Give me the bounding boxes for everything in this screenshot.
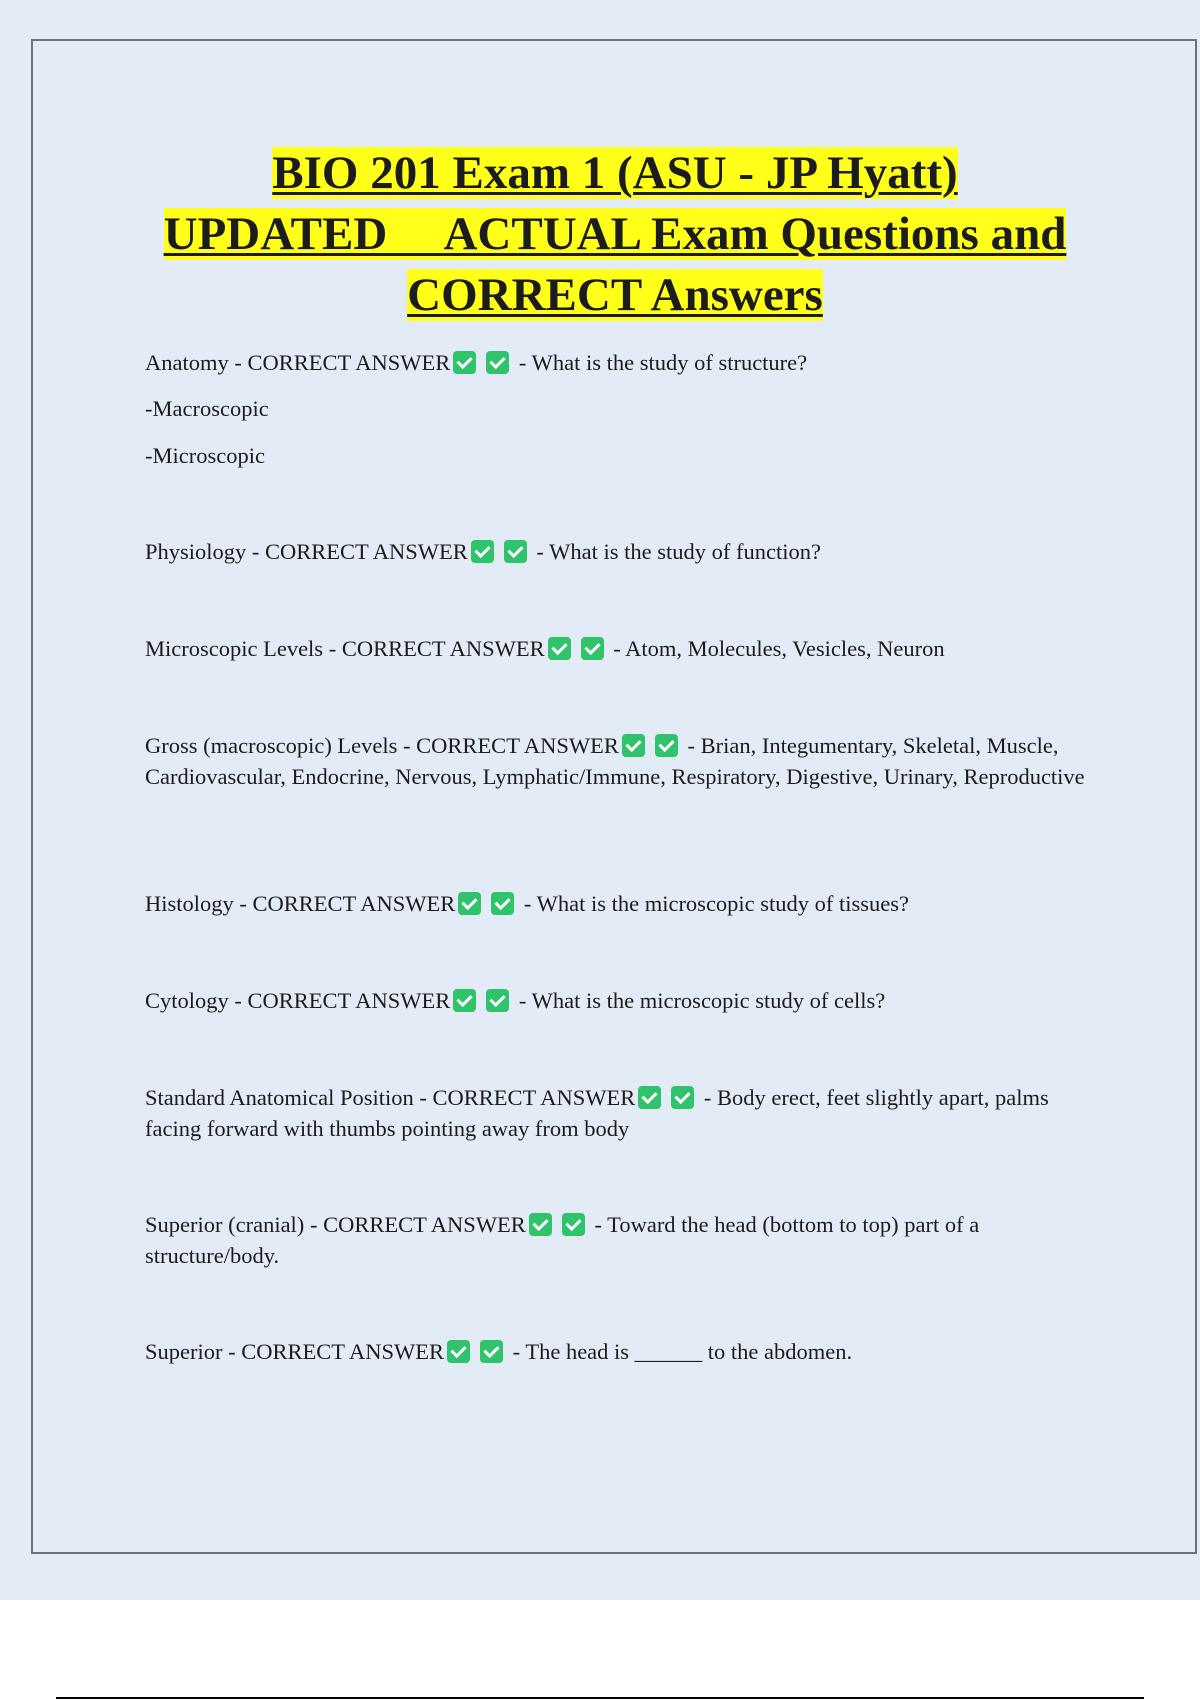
- entry-answer: Body erect, feet slightly apart, palms facing forward with thumbs pointing away from body: [145, 1085, 1055, 1141]
- qa-entry: Superior - CORRECT ANSWER - The head is ______ to the abdomen.: [145, 1339, 853, 1364]
- green-checkmark-icon: [504, 540, 527, 563]
- correct-answer-label: CORRECT ANSWER: [252, 891, 456, 916]
- entry-answer: The head is ______ to the abdomen.: [525, 1339, 853, 1364]
- green-checkmark-icon: [486, 351, 509, 374]
- green-checkmark-icon: [453, 351, 476, 374]
- entry-term: Cytology: [145, 988, 229, 1013]
- correct-answer-label: CORRECT ANSWER: [247, 350, 451, 375]
- green-checkmark-icon: [671, 1086, 694, 1109]
- entry-term: Gross (macroscopic) Levels: [145, 733, 398, 758]
- qa-entry: Anatomy - CORRECT ANSWER - What is the study of structure?: [145, 350, 808, 375]
- qa-entry: Superior (cranial) - CORRECT ANSWER - Toward the head (bottom to top) part of a structure/body.: [145, 1212, 985, 1268]
- qa-entry: Gross (macroscopic) Levels - CORRECT ANSWER - Brian, Integumentary, Skeletal, Muscle, Cardiovascular, Endocrine, Nervous, Lymphatic/Immune, Respiratory, Digestive, Urinary, Reproductive: [145, 733, 1085, 789]
- green-checkmark-icon: [562, 1213, 585, 1236]
- green-checkmark-icon: [471, 540, 494, 563]
- title-line-2: UPDATED ACTUAL Exam Questions and: [163, 208, 1067, 260]
- title-line-1: BIO 201 Exam 1 (ASU - JP Hyatt): [272, 147, 958, 199]
- footer-divider: [56, 1697, 1144, 1699]
- green-checkmark-icon: [491, 892, 514, 915]
- entry-answer: What is the study of function?: [549, 539, 821, 564]
- entry-answer: What is the study of structure?: [531, 350, 808, 375]
- entry-answer: What is the microscopic study of tissues?: [536, 891, 910, 916]
- anatomy-subitem: -Microscopic: [145, 443, 265, 468]
- qa-entry: Histology - CORRECT ANSWER - What is the microscopic study of tissues?: [145, 891, 910, 916]
- green-checkmark-icon: [453, 989, 476, 1012]
- green-checkmark-icon: [655, 734, 678, 757]
- correct-answer-label: CORRECT ANSWER: [265, 539, 468, 564]
- correct-answer-label: CORRECT ANSWER: [323, 1212, 526, 1237]
- correct-answer-label: CORRECT ANSWER: [247, 988, 451, 1013]
- qa-entry: Cytology - CORRECT ANSWER - What is the microscopic study of cells?: [145, 988, 886, 1013]
- qa-entry: Microscopic Levels - CORRECT ANSWER - Atom, Molecules, Vesicles, Neuron: [145, 636, 945, 661]
- entry-term: Anatomy: [145, 350, 229, 375]
- entry-answer: Toward the head (bottom to top) part of a structure/body.: [145, 1212, 985, 1268]
- entry-term: Physiology: [145, 539, 247, 564]
- entry-answer: What is the microscopic study of cells?: [531, 988, 886, 1013]
- green-checkmark-icon: [458, 892, 481, 915]
- correct-answer-label: CORRECT ANSWER: [241, 1339, 444, 1364]
- green-checkmark-icon: [622, 734, 645, 757]
- green-checkmark-icon: [486, 989, 509, 1012]
- entry-term: Microscopic Levels: [145, 636, 324, 661]
- anatomy-subitem: -Macroscopic: [145, 396, 269, 421]
- entry-term: Histology: [145, 891, 234, 916]
- green-checkmark-icon: [581, 637, 604, 660]
- qa-entry: Standard Anatomical Position - CORRECT ANSWER - Body erect, feet slightly apart, palms facing forward with thumbs pointing away from body: [145, 1085, 1055, 1141]
- qa-entry: Physiology - CORRECT ANSWER - What is the study of function?: [145, 539, 821, 564]
- correct-answer-label: CORRECT ANSWER: [432, 1085, 636, 1110]
- entry-answer: Brian, Integumentary, Skeletal, Muscle, Cardiovascular, Endocrine, Nervous, Lymphatic/Immune, Respiratory, Digestive, Urinary, Reproductive: [145, 733, 1085, 789]
- green-checkmark-icon: [548, 637, 571, 660]
- green-checkmark-icon: [480, 1340, 503, 1363]
- title-line-3: CORRECT Answers: [407, 269, 823, 321]
- entry-term: Superior: [145, 1339, 223, 1364]
- correct-answer-label: CORRECT ANSWER: [341, 636, 545, 661]
- document-title: [60, 143, 1170, 326]
- correct-answer-label: CORRECT ANSWER: [416, 733, 619, 758]
- green-checkmark-icon: [529, 1213, 552, 1236]
- entry-answer: Atom, Molecules, Vesicles, Neuron: [625, 636, 945, 661]
- entry-term: Standard Anatomical Position: [145, 1085, 414, 1110]
- entry-term: Superior (cranial): [145, 1212, 305, 1237]
- green-checkmark-icon: [447, 1340, 470, 1363]
- green-checkmark-icon: [638, 1086, 661, 1109]
